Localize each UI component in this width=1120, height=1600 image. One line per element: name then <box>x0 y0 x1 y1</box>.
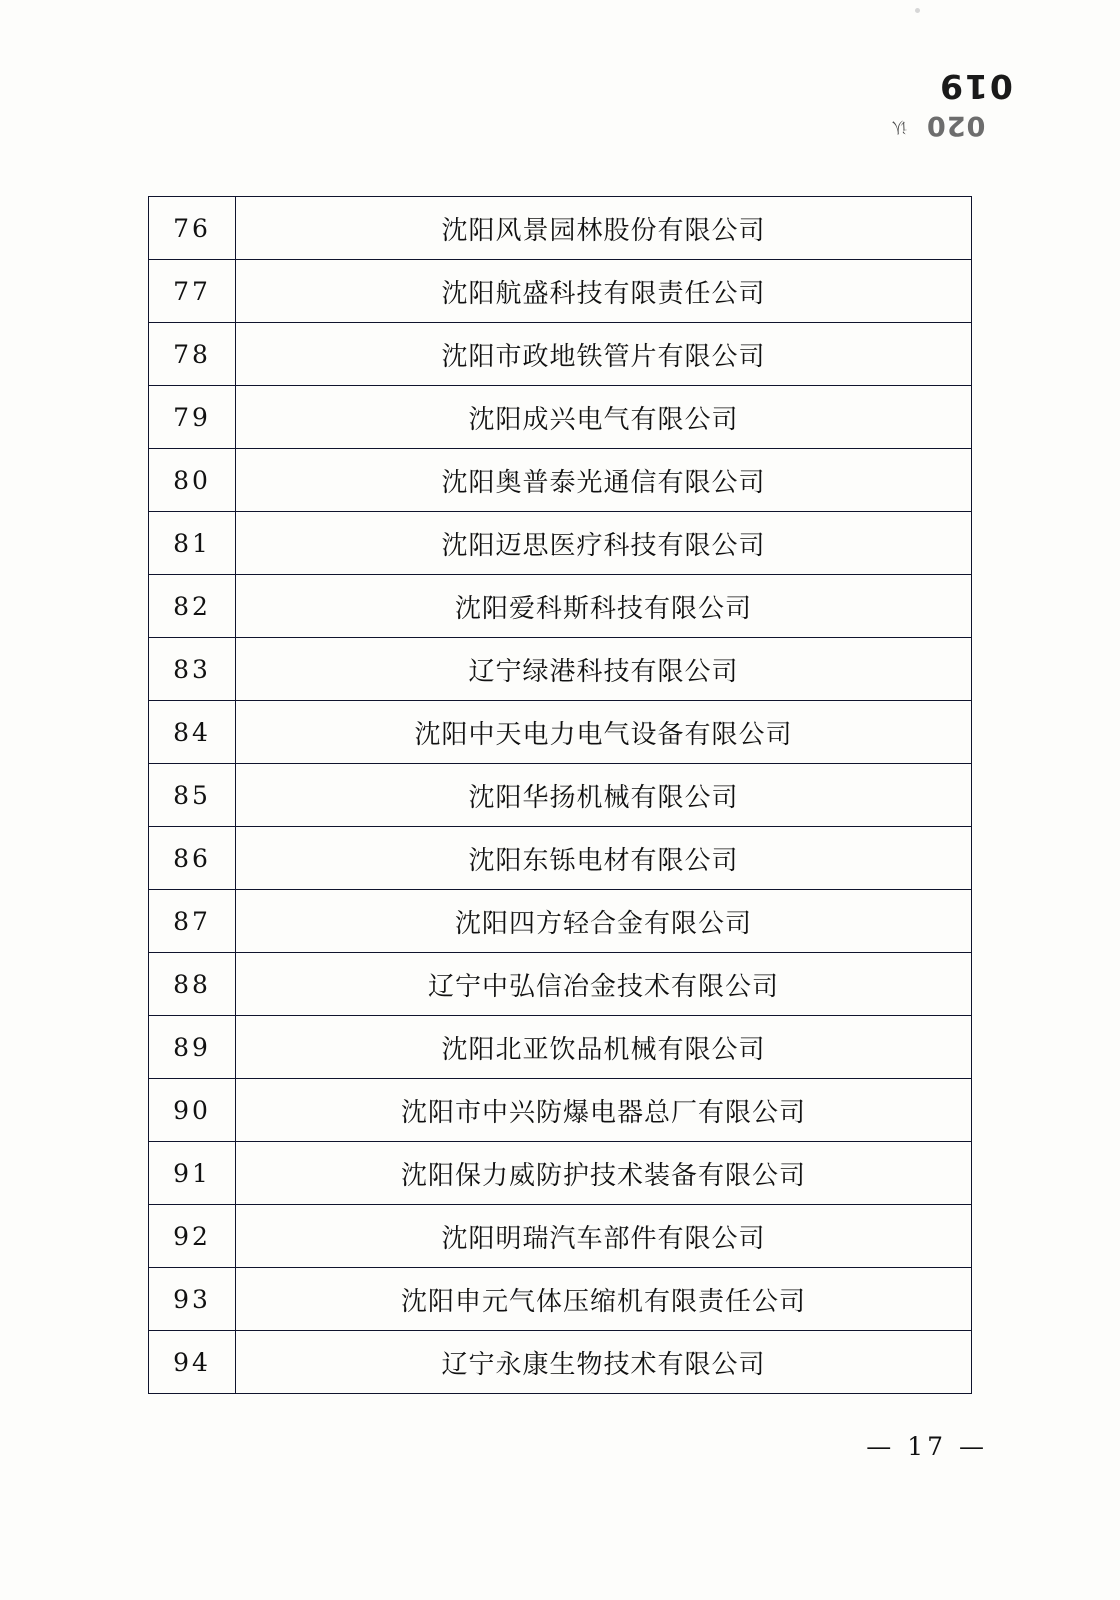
table-row <box>149 1016 972 1079</box>
table-row <box>149 1331 972 1394</box>
row-company-name: 沈阳四方轻合金有限公司 <box>236 890 972 953</box>
table-row <box>149 386 972 449</box>
table-body <box>149 197 972 1394</box>
row-number: 82 <box>149 575 236 638</box>
page-number-footer: — 17 — <box>866 1432 988 1461</box>
stamp-annotation: 认 <box>891 117 908 137</box>
table-row <box>149 827 972 890</box>
table-row <box>149 953 972 1016</box>
table-row <box>149 1205 972 1268</box>
row-company-name: 沈阳申元气体压缩机有限责任公司 <box>236 1268 972 1331</box>
row-company-name: 沈阳航盛科技有限责任公司 <box>236 260 972 323</box>
table-row <box>149 197 972 260</box>
row-company-name: 辽宁绿港科技有限公司 <box>236 638 972 701</box>
row-company-name: 沈阳市中兴防爆电器总厂有限公司 <box>236 1079 972 1142</box>
row-number: 94 <box>149 1331 236 1394</box>
row-number: 86 <box>149 827 236 890</box>
row-company-name: 辽宁永康生物技术有限公司 <box>236 1331 972 1394</box>
table-row <box>149 701 972 764</box>
scan-speck <box>915 8 920 13</box>
table-row <box>149 1268 972 1331</box>
row-number: 80 <box>149 449 236 512</box>
table-row <box>149 449 972 512</box>
row-company-name: 沈阳成兴电气有限公司 <box>236 386 972 449</box>
row-number: 91 <box>149 1142 236 1205</box>
row-company-name: 沈阳迈思医疗科技有限公司 <box>236 512 972 575</box>
row-company-name: 沈阳明瑞汽车部件有限公司 <box>236 1205 972 1268</box>
row-company-name: 沈阳北亚饮品机械有限公司 <box>236 1016 972 1079</box>
table-row <box>149 1142 972 1205</box>
table-row <box>149 512 972 575</box>
row-number: 83 <box>149 638 236 701</box>
row-number: 77 <box>149 260 236 323</box>
row-number: 87 <box>149 890 236 953</box>
page-stamp <box>835 55 1025 165</box>
row-company-name: 沈阳中天电力电气设备有限公司 <box>236 701 972 764</box>
row-number: 84 <box>149 701 236 764</box>
row-company-name: 沈阳保力威防护技术装备有限公司 <box>236 1142 972 1205</box>
row-company-name: 沈阳奥普泰光通信有限公司 <box>236 449 972 512</box>
row-number: 93 <box>149 1268 236 1331</box>
row-number: 85 <box>149 764 236 827</box>
table-row <box>149 764 972 827</box>
row-number: 81 <box>149 512 236 575</box>
row-company-name: 沈阳市政地铁管片有限公司 <box>236 323 972 386</box>
row-number: 78 <box>149 323 236 386</box>
table-row <box>149 890 972 953</box>
stamp-sub-number: 020 <box>925 110 985 141</box>
row-company-name: 辽宁中弘信冶金技术有限公司 <box>236 953 972 1016</box>
row-company-name: 沈阳东铄电材有限公司 <box>236 827 972 890</box>
row-company-name: 沈阳华扬机械有限公司 <box>236 764 972 827</box>
row-number: 88 <box>149 953 236 1016</box>
row-number: 79 <box>149 386 236 449</box>
table-row <box>149 1079 972 1142</box>
table-row <box>149 638 972 701</box>
table-row <box>149 575 972 638</box>
row-number: 76 <box>149 197 236 260</box>
enterprise-list-table <box>148 196 972 1394</box>
row-number: 90 <box>149 1079 236 1142</box>
row-number: 92 <box>149 1205 236 1268</box>
row-company-name: 沈阳风景园林股份有限公司 <box>236 197 972 260</box>
table-row <box>149 323 972 386</box>
table-row <box>149 260 972 323</box>
row-company-name: 沈阳爱科斯科技有限公司 <box>236 575 972 638</box>
stamp-main-number: 019 <box>938 67 1013 106</box>
enterprise-list-table-wrapper <box>148 196 972 1394</box>
row-number: 89 <box>149 1016 236 1079</box>
